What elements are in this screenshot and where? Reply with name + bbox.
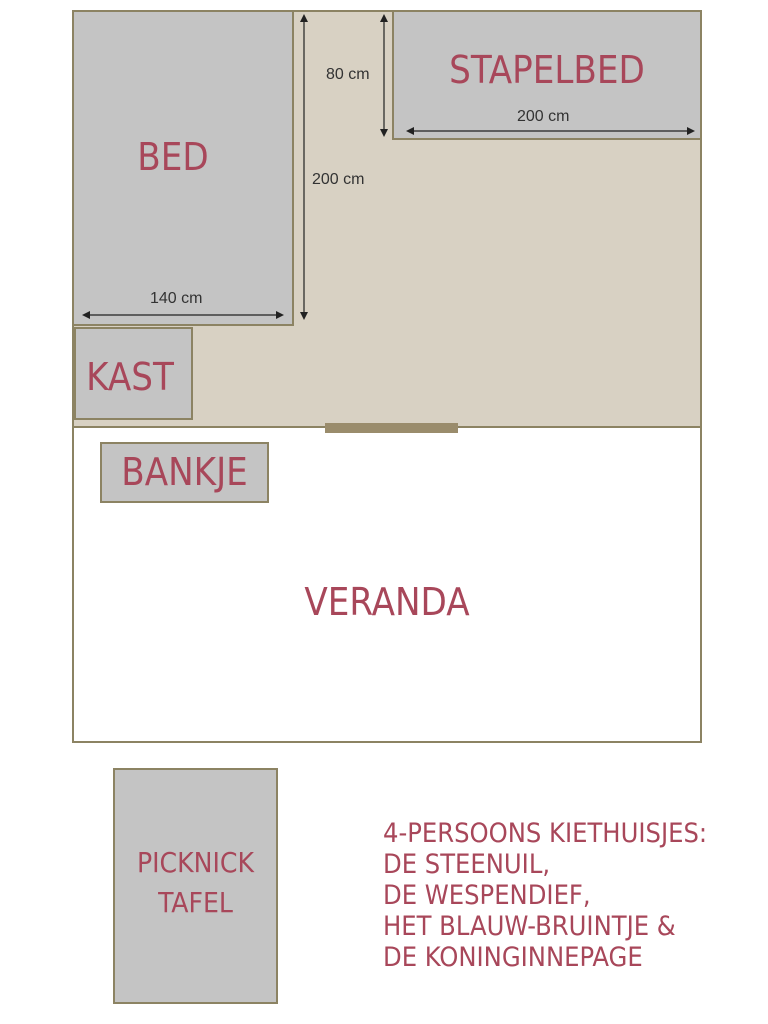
picknick-label-line1: PICKNICK: [136, 846, 255, 879]
bed-label: BED: [137, 135, 209, 179]
info-line: 4-PERSOONS KIETHUISJES:: [383, 818, 708, 849]
info-line: DE KONINGINNEPAGE: [383, 942, 643, 973]
kast-label: KAST: [86, 355, 174, 399]
bed-width-label: 140 cm: [150, 290, 203, 307]
stapelbed-label: STAPELBED: [449, 48, 645, 92]
stapelbed-width-label: 200 cm: [517, 108, 570, 125]
picknick-label-line2: TAFEL: [158, 886, 233, 919]
info-text: [383, 818, 763, 973]
stapelbed-depth-label: 80 cm: [326, 66, 370, 83]
bankje-label: BANKJE: [121, 450, 248, 494]
info-line: DE WESPENDIEF,: [383, 880, 591, 911]
veranda-label: VERANDA: [304, 580, 470, 624]
bed-length-label: 200 cm: [312, 171, 365, 188]
info-line: HET BLAUW-BRUINTJE &: [383, 911, 676, 942]
info-line: DE STEENUIL,: [383, 849, 551, 880]
